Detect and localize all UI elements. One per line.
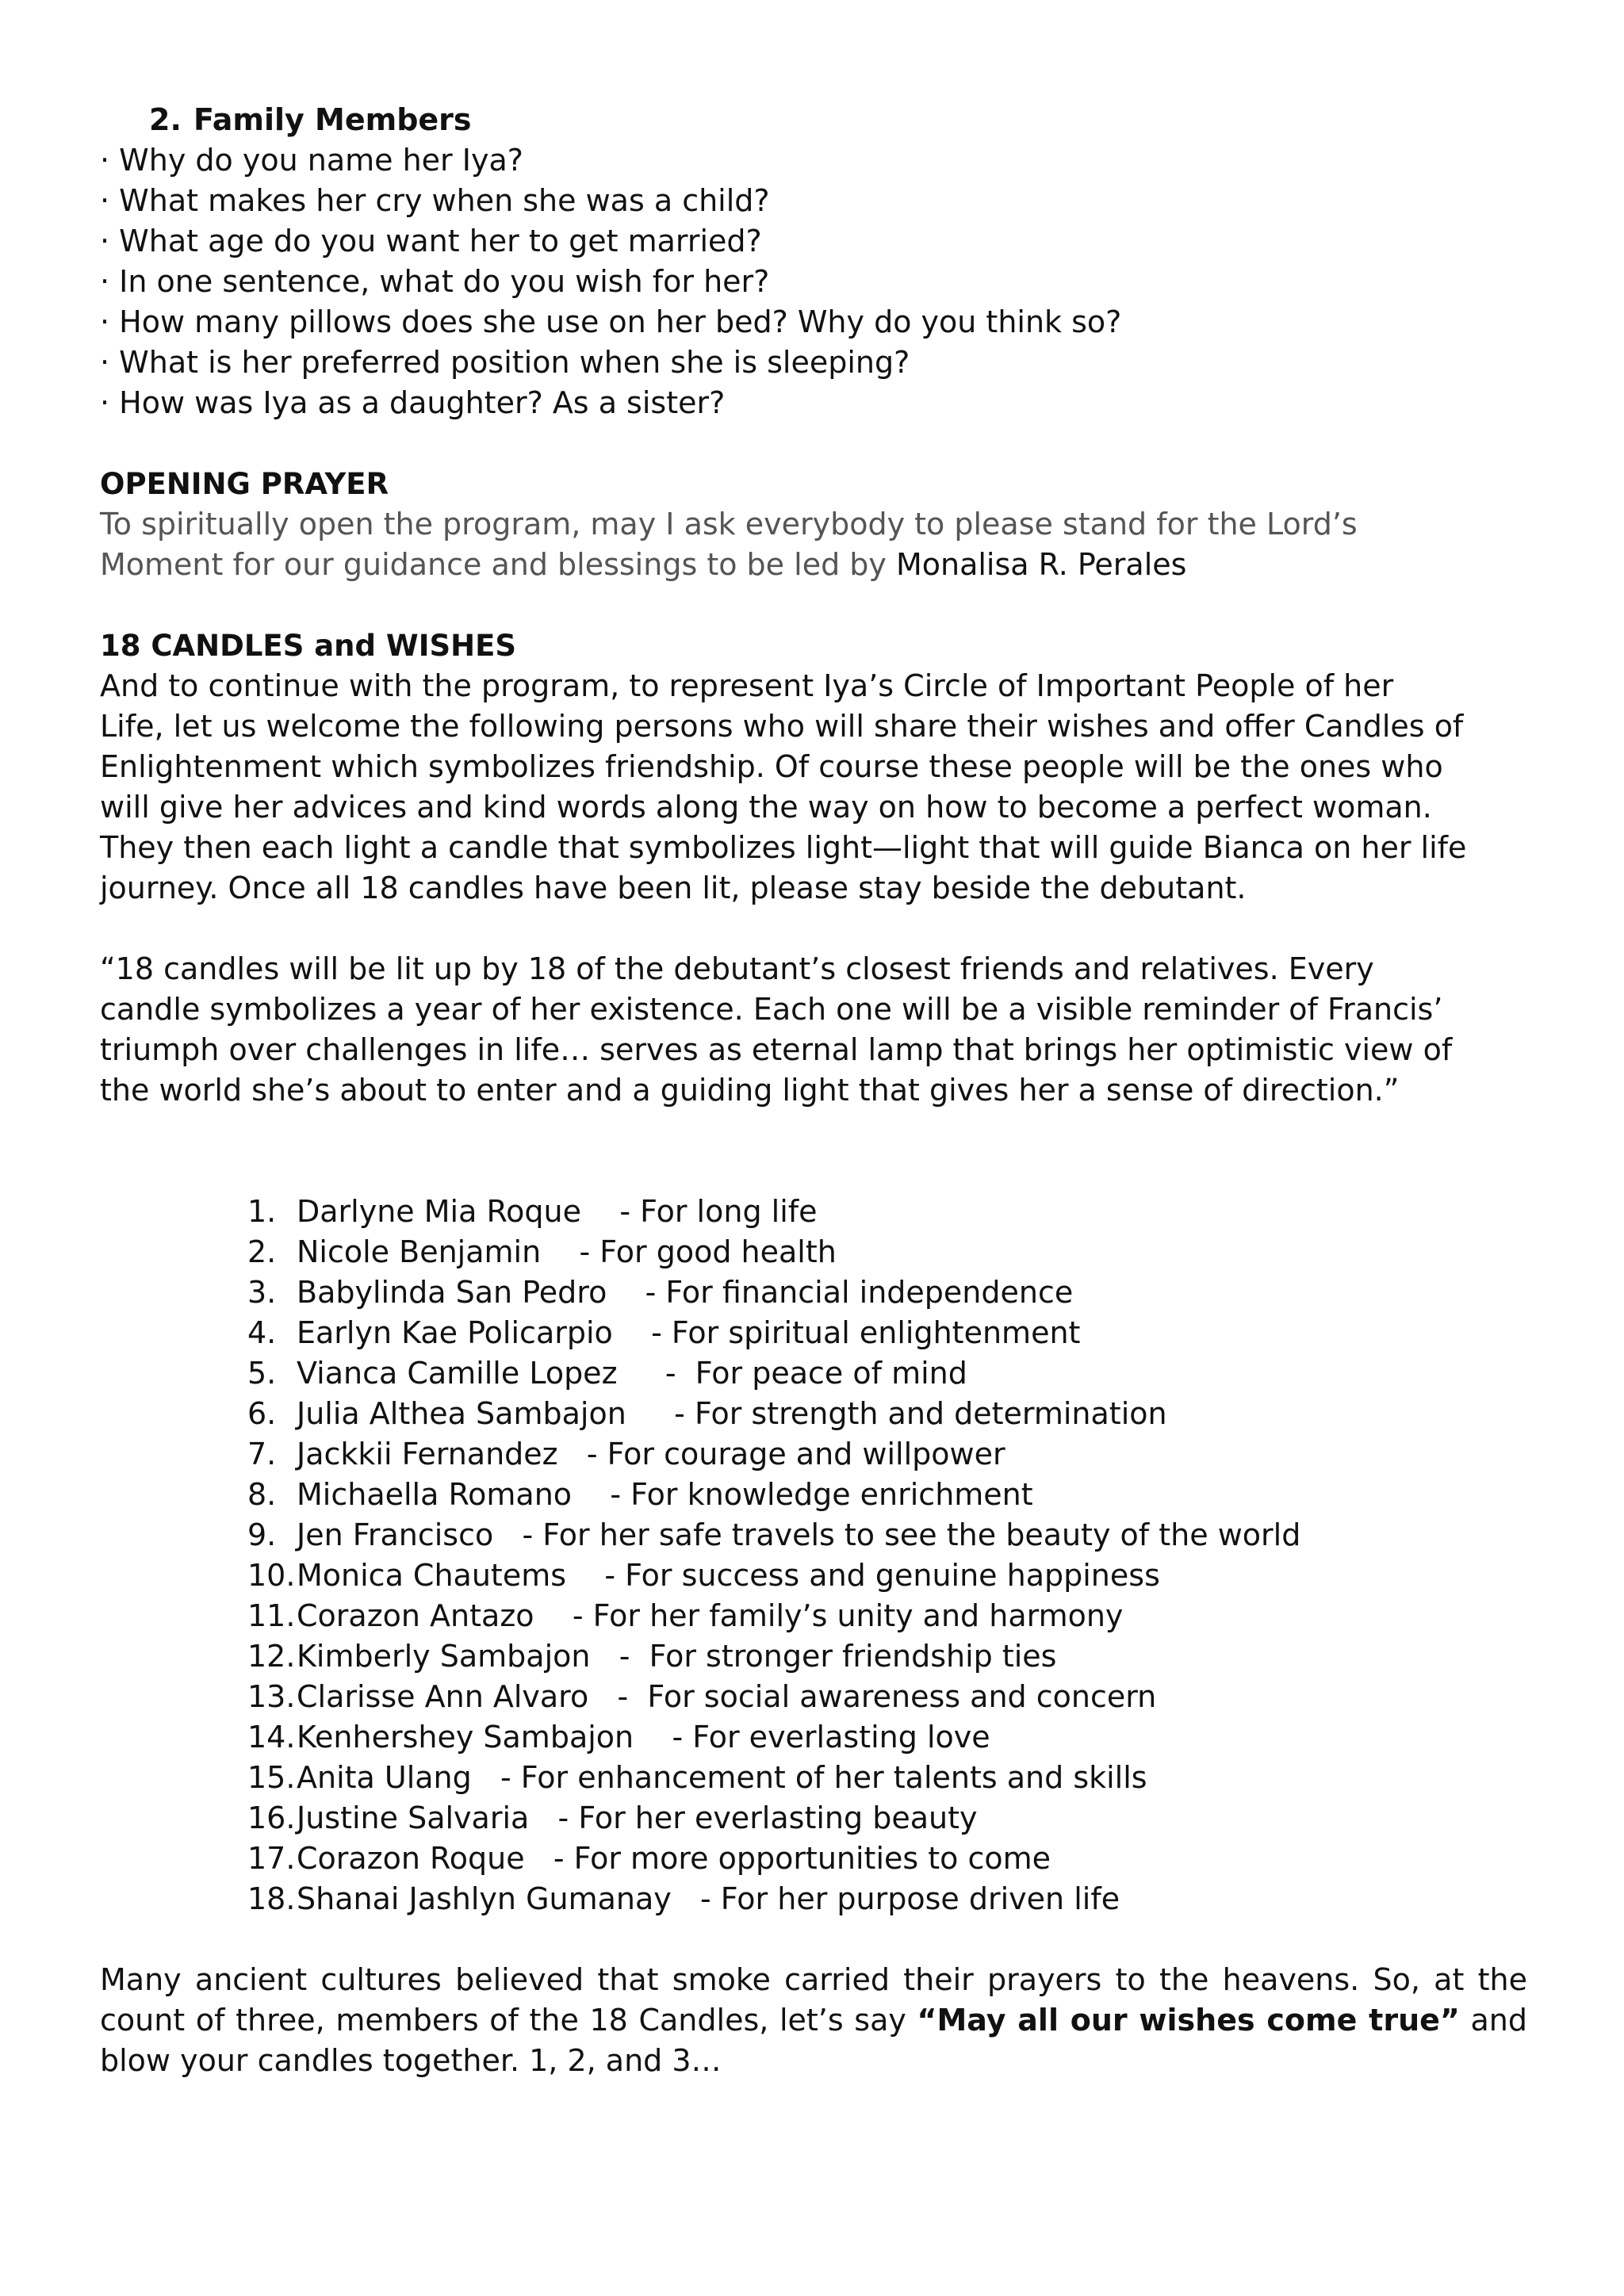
question-item: · What age do you want her to get married? [100, 224, 762, 258]
family-members-heading [100, 100, 1527, 140]
list-text: Corazon Roque - For more opportunities to come [297, 1841, 1051, 1876]
paragraph-line: “18 candles will be lit up by 18 of the debutant’s closest friends and relatives. Every [100, 951, 1374, 986]
list-number: 15. [247, 1760, 296, 1795]
question-item: · In one sentence, what do you wish for her? [100, 264, 770, 299]
list-item [247, 1556, 1527, 1596]
list-number: 17. [247, 1841, 296, 1876]
list-item [247, 1515, 1527, 1556]
question-item: · How was Iya as a daughter? As a sister? [100, 385, 726, 420]
list-text: Kimberly Sambajon - For stronger friendship ties [297, 1639, 1057, 1674]
list-number: 4. [247, 1315, 277, 1350]
closing-text-before: Many ancient cultures believed that smoke carried their prayers to the heavens. So, at the count of three, members of the 18 Candles, let’s say [100, 1962, 1527, 2038]
list-item [247, 1272, 1527, 1313]
list-number: 8. [247, 1477, 277, 1512]
list-item [247, 1798, 1527, 1839]
candle-bearers-list [247, 1192, 1527, 1919]
list-item [247, 1232, 1527, 1272]
list-text: Nicole Benjamin - For good health [297, 1234, 837, 1269]
family-questions-list [100, 140, 1527, 423]
list-item [247, 1879, 1527, 1919]
question-item: · Why do you name her Iya? [100, 143, 523, 178]
closing-paragraph [100, 1960, 1527, 2081]
list-text: Jackkii Fernandez - For courage and willpower [297, 1437, 1005, 1471]
list-item [247, 1313, 1527, 1353]
list-text: Anita Ulang - For enhancement of her talents and skills [297, 1760, 1147, 1795]
paragraph-line: the world she’s about to enter and a guiding light that gives her a sense of direction.” [100, 1073, 1400, 1108]
section-number: 2. [149, 102, 182, 137]
opening-prayer-line-prefix: Moment for our guidance and blessings to be led by [100, 547, 896, 582]
list-text: Michaella Romano - For knowledge enrichment [297, 1477, 1033, 1512]
paragraph-line: And to continue with the program, to represent Iya’s Circle of Important People of her [100, 668, 1394, 703]
paragraph-line: journey. Once all 18 candles have been lit, please stay beside the debutant. [100, 871, 1247, 905]
list-item [247, 1636, 1527, 1677]
list-text: Earlyn Kae Policarpio - For spiritual enlightenment [297, 1315, 1081, 1350]
list-number: 16. [247, 1800, 296, 1835]
list-text: Shanai Jashlyn Gumanay - For her purpose driven life [297, 1881, 1120, 1916]
question-item: · How many pillows does she use on her bed? Why do you think so? [100, 304, 1122, 339]
list-item [247, 1717, 1527, 1758]
list-item [247, 1353, 1527, 1394]
closing-text-after: and blow your candles together. 1, 2, and 3… [100, 2003, 1527, 2078]
list-number: 2. [247, 1234, 277, 1269]
list-number: 10. [247, 1558, 296, 1593]
candles-heading: 18 CANDLES and WISHES [100, 629, 517, 663]
candles-quote-paragraph [100, 949, 1527, 1111]
closing-emphasis: “May all our wishes come true” [917, 2003, 1460, 2038]
list-number: 6. [247, 1396, 277, 1431]
list-number: 18. [247, 1881, 296, 1916]
list-number: 5. [247, 1356, 277, 1391]
list-number: 7. [247, 1437, 277, 1471]
list-number: 12. [247, 1639, 296, 1674]
section-title: Family Members [193, 102, 472, 137]
list-text: Jen Francisco - For her safe travels to see the beauty of the world [297, 1517, 1301, 1552]
list-number: 14. [247, 1720, 296, 1755]
list-text: Vianca Camille Lopez - For peace of mind [297, 1356, 967, 1391]
paragraph-line: Enlightenment which symbolizes friendship. Of course these people will be the ones who [100, 749, 1443, 784]
list-item [247, 1596, 1527, 1636]
list-item [247, 1839, 1527, 1879]
list-item [247, 1475, 1527, 1515]
list-item [247, 1192, 1527, 1232]
list-text: Babylinda San Pedro - For financial independence [297, 1275, 1074, 1310]
list-text: Kenhershey Sambajon - For everlasting love [297, 1720, 990, 1755]
paragraph-line: will give her advices and kind words along the way on how to become a perfect woman. [100, 790, 1432, 825]
list-item [247, 1677, 1527, 1717]
candles-intro-paragraph [100, 666, 1527, 909]
list-number: 1. [247, 1194, 277, 1229]
opening-prayer-line: To spiritually open the program, may I ask everybody to please stand for the Lord’s [100, 507, 1358, 541]
document-page [100, 100, 1527, 2081]
opening-prayer-line [100, 545, 1527, 585]
prayer-leader-name: Monalisa R. Perales [895, 547, 1187, 582]
opening-prayer-text [100, 504, 1527, 585]
opening-prayer-heading: OPENING PRAYER [100, 467, 389, 501]
list-text: Monica Chautems - For success and genuine happiness [297, 1558, 1160, 1593]
list-text: Corazon Antazo - For her family’s unity and harmony [297, 1598, 1124, 1633]
list-text: Darlyne Mia Roque - For long life [297, 1194, 818, 1229]
question-item: · What is her preferred position when she is sleeping? [100, 345, 910, 380]
list-text: Justine Salvaria - For her everlasting beauty [297, 1800, 978, 1835]
list-number: 13. [247, 1679, 296, 1714]
paragraph-line: triumph over challenges in life… serves as eternal lamp that brings her optimistic view of [100, 1032, 1453, 1067]
list-item [247, 1758, 1527, 1798]
list-number: 3. [247, 1275, 277, 1310]
paragraph-line: They then each light a candle that symbolizes light—light that will guide Bianca on her life [100, 830, 1467, 865]
list-item [247, 1394, 1527, 1434]
question-item: · What makes her cry when she was a child? [100, 183, 770, 218]
list-number: 11. [247, 1598, 296, 1633]
list-text: Clarisse Ann Alvaro - For social awareness and concern [297, 1679, 1157, 1714]
paragraph-line: candle symbolizes a year of her existence. Each one will be a visible reminder of Francis’ [100, 992, 1443, 1027]
list-number: 9. [247, 1517, 277, 1552]
paragraph-line: Life, let us welcome the following persons who will share their wishes and offer Candles of [100, 709, 1464, 744]
list-text: Julia Althea Sambajon - For strength and determination [297, 1396, 1167, 1431]
list-item [247, 1434, 1527, 1475]
